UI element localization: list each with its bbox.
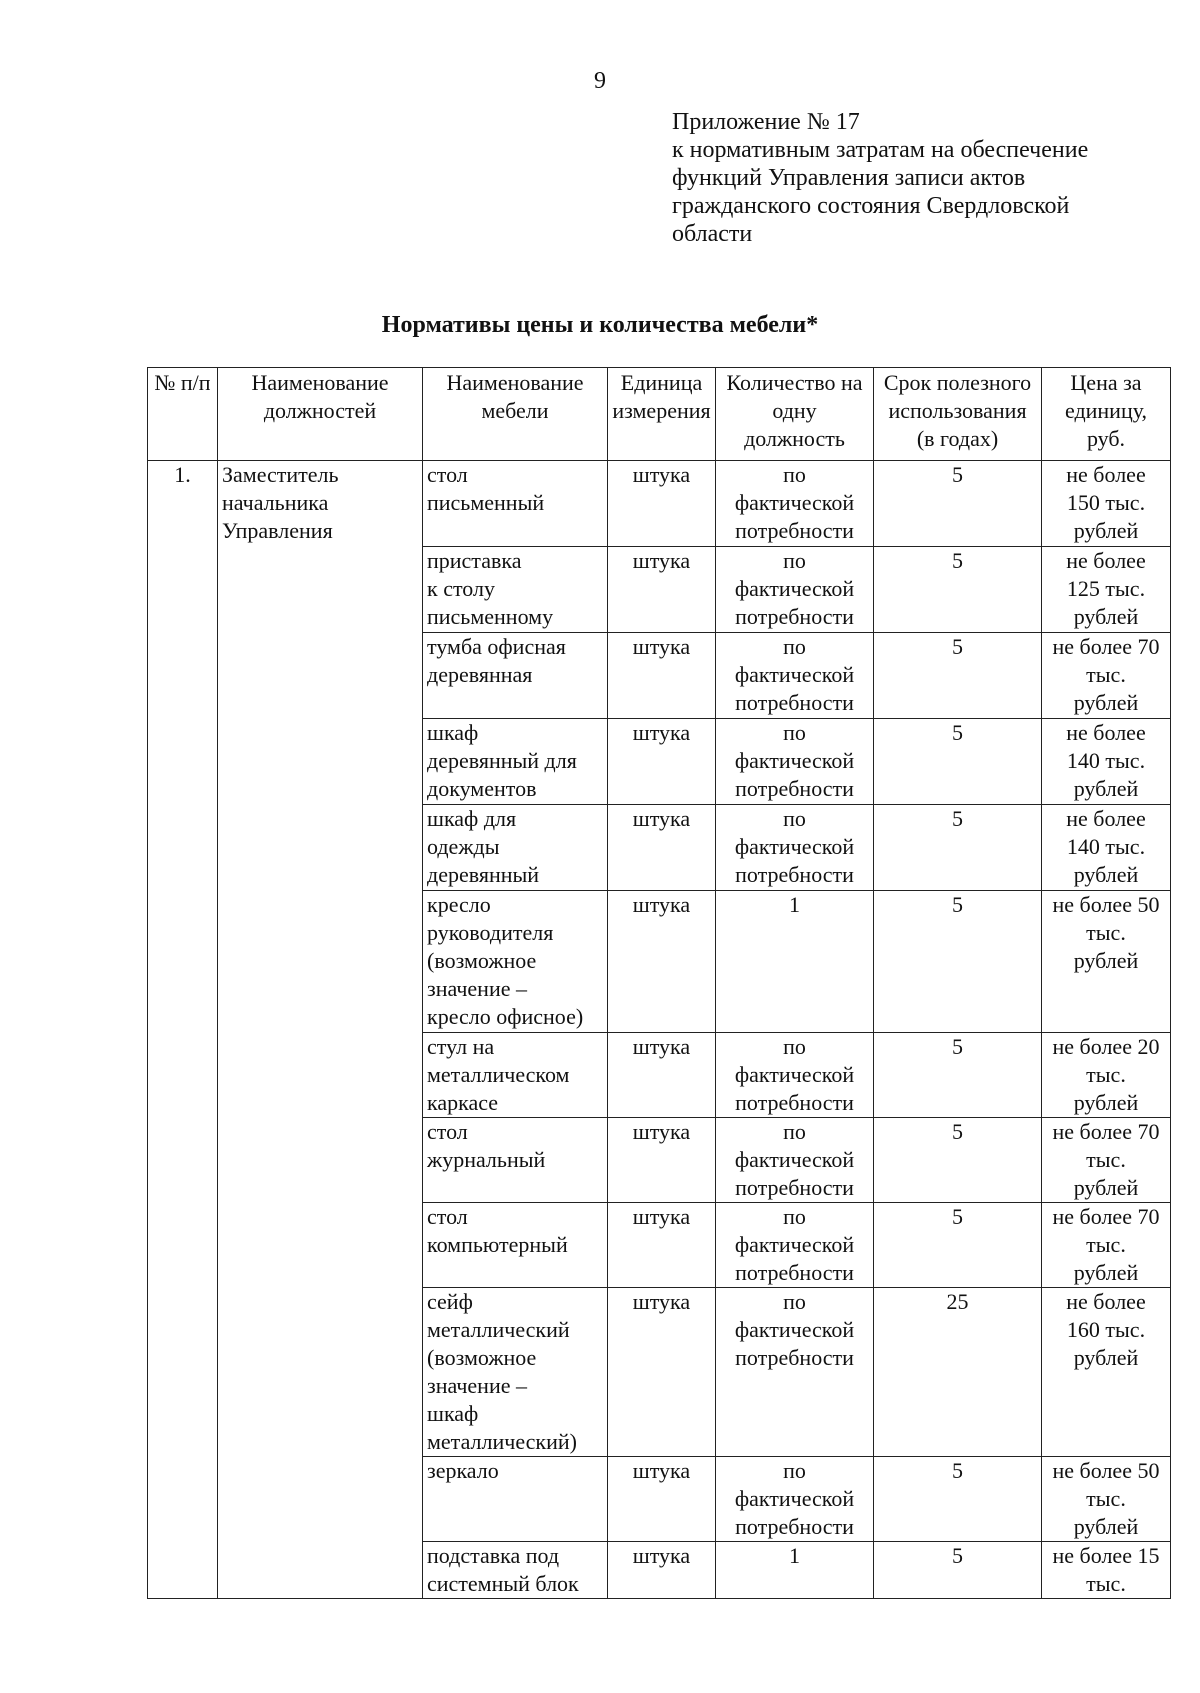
furniture-name: приставка к столу письменному: [423, 547, 608, 633]
furniture-norms-table: [147, 367, 1171, 1599]
header-unit: Единица измерения: [608, 368, 716, 461]
unit-cell: штука: [608, 1288, 716, 1457]
furniture-name: сейф металлический (возможное значение – шкаф металлический): [423, 1288, 608, 1457]
appendix-line: функций Управления записи актов: [672, 165, 1026, 191]
quantity-cell: 1: [716, 1542, 874, 1599]
table-row: [148, 461, 1171, 547]
furniture-name: стол письменный: [423, 461, 608, 547]
unit-cell: штука: [608, 1033, 716, 1118]
unit-cell: штука: [608, 891, 716, 1033]
appendix-line: Приложение № 17: [672, 109, 860, 135]
term-cell: 5: [874, 547, 1042, 633]
price-cell: не более 150 тыс. рублей: [1042, 461, 1171, 547]
price-cell: не более 70 тыс. рублей: [1042, 1118, 1171, 1203]
header-term: Срок полезного использования (в годах): [874, 368, 1042, 461]
appendix-line: гражданского состояния Свердловской: [672, 193, 1070, 219]
header-price: Цена за единицу, руб.: [1042, 368, 1171, 461]
header-number: № п/п: [148, 368, 218, 461]
unit-cell: штука: [608, 547, 716, 633]
quantity-cell: по фактической потребности: [716, 1457, 874, 1542]
term-cell: 25: [874, 1288, 1042, 1457]
row-number: 1.: [148, 461, 218, 1599]
unit-cell: штука: [608, 1542, 716, 1599]
page-number: 9: [594, 68, 606, 94]
term-cell: 5: [874, 1457, 1042, 1542]
term-cell: 5: [874, 891, 1042, 1033]
header-quantity: Количество на одну должность: [716, 368, 874, 461]
price-cell: не более 70 тыс. рублей: [1042, 1203, 1171, 1288]
furniture-name: шкаф деревянный для документов: [423, 719, 608, 805]
price-cell: не более 15 тыс.: [1042, 1542, 1171, 1599]
furniture-name: шкаф для одежды деревянный: [423, 805, 608, 891]
quantity-cell: по фактической потребности: [716, 547, 874, 633]
price-cell: не более 50 тыс. рублей: [1042, 891, 1171, 1033]
term-cell: 5: [874, 461, 1042, 547]
appendix-line: области: [672, 221, 753, 247]
table-header-row: [148, 368, 1171, 461]
price-cell: не более 160 тыс. рублей: [1042, 1288, 1171, 1457]
appendix-reference: [672, 108, 1152, 248]
quantity-cell: по фактической потребности: [716, 1203, 874, 1288]
table-body: [148, 461, 1171, 1599]
term-cell: 5: [874, 1033, 1042, 1118]
price-cell: не более 50 тыс. рублей: [1042, 1457, 1171, 1542]
quantity-cell: по фактической потребности: [716, 633, 874, 719]
quantity-cell: по фактической потребности: [716, 1118, 874, 1203]
price-cell: не более 125 тыс. рублей: [1042, 547, 1171, 633]
price-cell: не более 20 тыс. рублей: [1042, 1033, 1171, 1118]
header-furniture: Наименование мебели: [423, 368, 608, 461]
unit-cell: штука: [608, 805, 716, 891]
furniture-name: кресло руководителя (возможное значение – кресло офисное): [423, 891, 608, 1033]
unit-cell: штука: [608, 461, 716, 547]
furniture-name: стол компьютерный: [423, 1203, 608, 1288]
quantity-cell: по фактической потребности: [716, 1033, 874, 1118]
term-cell: 5: [874, 719, 1042, 805]
furniture-name: стол журнальный: [423, 1118, 608, 1203]
furniture-name: тумба офисная деревянная: [423, 633, 608, 719]
unit-cell: штука: [608, 1203, 716, 1288]
price-cell: не более 140 тыс. рублей: [1042, 719, 1171, 805]
document-title: Нормативы цены и количества мебели*: [381, 312, 819, 338]
unit-cell: штука: [608, 719, 716, 805]
quantity-cell: по фактической потребности: [716, 719, 874, 805]
unit-cell: штука: [608, 1118, 716, 1203]
header-position: Наименование должностей: [218, 368, 423, 461]
term-cell: 5: [874, 1542, 1042, 1599]
quantity-cell: по фактической потребности: [716, 805, 874, 891]
term-cell: 5: [874, 1118, 1042, 1203]
term-cell: 5: [874, 805, 1042, 891]
unit-cell: штука: [608, 633, 716, 719]
furniture-name: зеркало: [423, 1457, 608, 1542]
unit-cell: штука: [608, 1457, 716, 1542]
position-name: Заместитель начальника Управления: [218, 461, 423, 1599]
term-cell: 5: [874, 1203, 1042, 1288]
price-cell: не более 140 тыс. рублей: [1042, 805, 1171, 891]
quantity-cell: 1: [716, 891, 874, 1033]
furniture-name: подставка под системный блок: [423, 1542, 608, 1599]
appendix-line: к нормативным затратам на обеспечение: [672, 137, 1089, 163]
term-cell: 5: [874, 633, 1042, 719]
quantity-cell: по фактической потребности: [716, 461, 874, 547]
quantity-cell: по фактической потребности: [716, 1288, 874, 1457]
price-cell: не более 70 тыс. рублей: [1042, 633, 1171, 719]
furniture-name: стул на металлическом каркасе: [423, 1033, 608, 1118]
